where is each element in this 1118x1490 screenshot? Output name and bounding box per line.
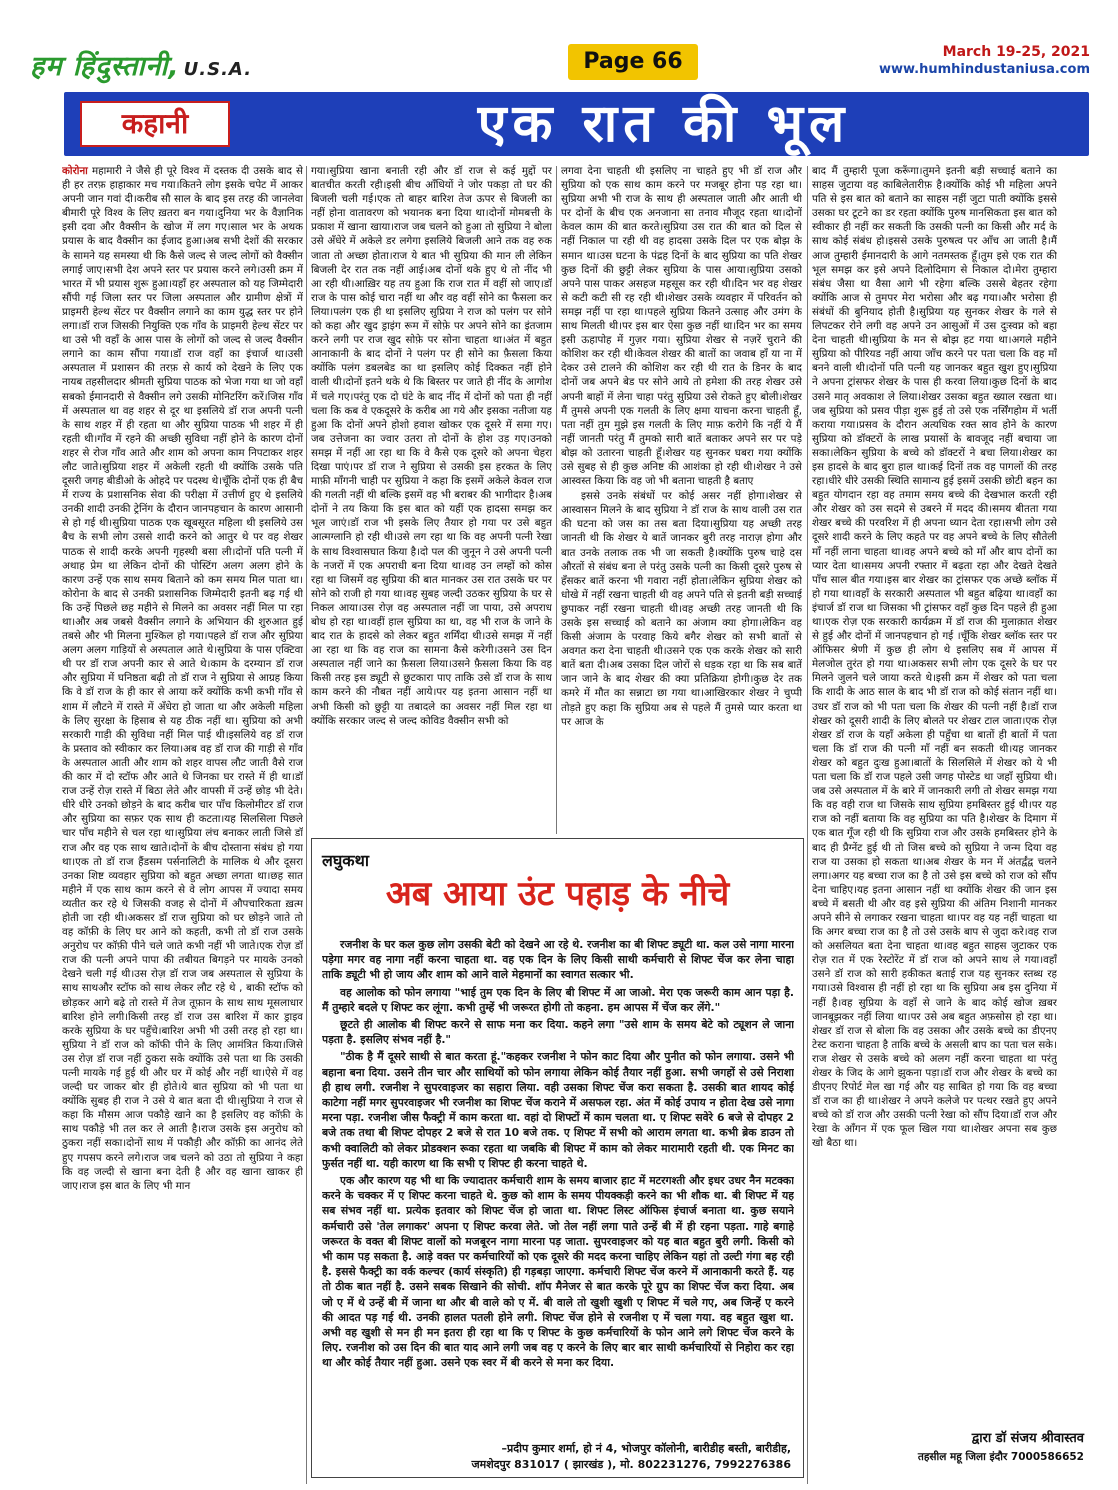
story-paragraph: इससे उनके संबंधों पर कोई असर नहीं होगा।शेखर से आस्वासन मिलने के बाद सुप्रिया ने डॉ राज के साथ वाली उस रात की घटना को जस का तस बता दिया।सुप्रिया यह अच्छी तरह जानती थी कि शेखर ये बातें जानकर बुरी तरह नाराज़ होगा और बात उनके तलाक तक भी जा सकती है।क्योंकि पुरुष चाहे दस औरतों से संबंध बना ले परंतु उसके पत्नी का किसी दूसरे पुरुष से हँसकर बातें करना भी गवारा नहीं होता।लेकिन सुप्रिया शेखर को धोखे में नहीं रखना चाहती थी वह अपने पति से इतनी बड़ी सच्चाई छुपाकर नहीं रखना चाहती थी।वह अच्छी तरह जानती थी कि उसके इस सच्चाई को बताने का अंजाम क्या होगा।लेकिन वह किसी अंजाम के परवाह किये बगैर शेखर को सभी बातों से अवगत करा देना चाहती थी।उसने एक एक करके शेखर को सारी बातें बता दी।अब उसका दिल जोरों से धड़क रहा था कि सब बातें जान जाने के बाद शेखर की क्या प्रतिक्रिया होगी।कुछ देर तक कमरे में मौत का सन्नाटा छा गया था।आखिरकार शेखर ने चुप्पी तोड़ते हुए कहा कि सुप्रिया अब से पहले मैं तुमसे प्यार करता था पर आज के (561, 490, 802, 728)
paper-name-text: हम हिंदुस्तानी, (30, 51, 180, 82)
short-story-paragraph: रजनीश के घर कल कुछ लोग उसकी बेटी को देखने आ रहे थे. रजनीश का बी शिफ्ट ड्यूटी था. कल उसे नागा मारना पड़ेगा मगर वह नागा नहीं करना चाहता था. वह एक दिन के लिए किसी साथी कर्मचारी से शिफ्ट चेंज कर लेना चाहा ताकि ड्यूटी भी हो जाय और शाम को आने वाले मेहमानों का स्वागत सत्कार भी. (322, 938, 794, 982)
page-number-badge: Page 66 (568, 44, 698, 80)
masthead (30, 44, 1090, 82)
column-divider (306, 166, 307, 1484)
short-story-author (321, 1441, 791, 1473)
website-link[interactable]: www.humhindustaniusa.com (878, 62, 1090, 77)
short-story-paragraph: एक और कारण यह भी था कि ज्यादातर कर्मचारी शाम के समय बाजार हाट में मटरगश्ती और इधर उधर नैन मटक्का करने के चक्कर में ए शिफ्ट करना चाहते थे. कुछ को शाम के समय पीयक्कड़ी करने का भी शौक था. बी शिफ्ट में यह सब संभव नहीं था. प्रत्येक इतवार को शिफ्ट चेंज हो जाता था. शिफ्ट लिस्ट ऑफिस इंचार्ज बनाता था. कुछ सयाने कर्मचारी उसे 'तेल लगाकर' अपना ए शिफ्ट करवा लेते. जो तेल नहीं लगा पाते उन्हें बी में ही रहना पड़ता. गाहे बगाहे जरूरत के वक्त बी शिफ्ट वालों को मजबूरन नागा मारना पड़ जाता. सुपरवाइजर को यह बात बहुत बुरी लगी. किसी को भी काम पड़ सकता है. आड़े वक्त पर कर्मचारियों को एक दूसरे की मदद करना चाहिए लेकिन यहां तो उल्टी गंगा बह रही है. इससे फैक्ट्री का वर्क कल्चर (कार्य संस्कृति) ही गड़बड़ा जाएगा. कर्मचारी शिफ्ट चेंज करने में आनाकानी करते हैं. यह तो ठीक बात नहीं है. उसने सबक सिखाने की सोची. शॉप मैनेजर से बात करके पूरे ग्रुप का शिफ्ट चेंज करा दिया. अब जो ए में थे उन्हें बी में जाना था और बी वाले को ए में. बी वाले तो खुशी खुशी ए शिफ्ट में चले गए, अब जिन्हें ए करने की आदत पड़ गई थी. उनकी हालत पतली होने लगी. शिफ्ट चेंज होने से रजनीश ए में चला गया. वह बहुत खुश था. अभी वह खुशी से मन ही मन इतरा ही रहा था कि ए शिफ्ट के कुछ कर्मचारियों के फोन आने लगे शिफ्ट चेंज करने के लिए. रजनीश को उस दिन की बात याद आने लगी जब वह ए करने के लिए बार बार साथी कर्मचारियों से निहोरा कर रहा था और कोई तैयार नहीं हुआ. उसने एक स्वर में बी करने से मना कर दिया. (322, 1174, 794, 1370)
story-paragraph (62, 164, 303, 1193)
story-column-3 (561, 164, 802, 832)
short-story-body (322, 937, 794, 1449)
story-paragraph: लगवा देना चाहती थी इसलिए ना चाहते हुए भी डॉ राज और सुप्रिया को एक साथ काम करने पर मजबूर होना पड़ रहा था। सुप्रिया अभी भी राज के साथ ही अस्पताल जाती और आती थी पर दोनों के बीच एक अनजाना सा तनाव मौजूद रहता था।दोनों केवल काम की बात करते।सुप्रिया उस रात की बात को दिल से नहीं निकाल पा रही थी वह हादसा उसके दिल पर एक बोझ के समान था।उस घटना के पंद्रह दिनों के बाद सुप्रिया का पति शेखर कुछ दिनों की छुट्टी लेकर सुप्रिया के पास आया।सुप्रिया उसको अपने पास पाकर असहज महसूस कर रही थी।दिन भर वह शेखर से कटी कटी सी रह रही थी।शेखर उसके व्यवहार में परिवर्तन को समझ नहीं पा रहा था।पहले सुप्रिया कितने उत्साह और उमंग के साथ मिलती थी।पर इस बार ऐसा कुछ नहीं था।दिन भर का समय इसी ऊहापोह में गुज़र गया। सुप्रिया शेखर से नज़रें चुराने की कोशिश कर रही थी।केवल शेखर की बातों का जवाब हाँ या ना में देकर उसे टालने की कोशिश कर रही थी रात के डिनर के बाद दोनों जब अपने बेड पर सोने आये तो हमेशा की तरह शेखर उसे अपनी बाहों में लेना चाहा परंतु सुप्रिया उसे रोकते हुए बोली।शेखर मैं तुमसे अपनी एक गलती के लिए क्षमा याचना करना चाहती हूँ, पता नहीं तुम मुझे इस गलती के लिए माफ़ करोगे कि नहीं ये मैं नहीं जानती परंतु मैं तुमको सारी बातें बताकर अपने सर पर पड़े बोझ को उतारना चाहती हूँ।शेखर यह सुनकर घबरा गया क्योंकि उसे सुबह से ही कुछ अनिष्ट की आशंका हो रही थी।शेखर ने उसे आस्वस्त किया कि वह जो भी बताना चाहती है बताए (561, 165, 802, 488)
column-divider (556, 166, 557, 834)
story-paragraph: बाद मैं तुम्हारी पूजा करूँगा।तुमने इतनी बड़ी सच्चाई बताने का साहस जुटाया वह काबिलेतारीफ़ है।क्योंकि कोई भी महिला अपने पति से इस बात को बताने का साहस नहीं जुटा पाती क्योंकि इससे उसका घर टूटने का डर रहता क्योंकि पुरुष मानसिकता इस बात को स्वीकार ही नहीं कर सकती कि उसकी पत्नी का किसी और मर्द के साथ कोई संबंध हो।इससे उसके पुरुषत्व पर आँच आ जाती है।मैं आज तुम्हारी ईमानदारी के आगे नतमस्तक हूँ।तुम इसे एक रात की भूल समझ कर इसे अपने दिलोदिमाग से निकाल दो।मेरा तुम्हारा संबंध जैसा था वैसा आगे भी रहेगा बल्कि उससे बेहतर रहेगा क्योंकि आज से तुमपर मेरा भरोसा और बढ़ गया।और भरोसा ही संबंधों की बुनियाद होती है।सुप्रिया यह सुनकर शेखर के गले से लिपटकर रोने लगी वह अपने उन आसुओं में उस दुःस्वप्न को बहा देना चाहती थी।सुप्रिया के मन से बोझ हट गया था।अगले महीने सुप्रिया को पीरियड नहीं आया जाँच करने पर पता चला कि वह माँ बनने वाली थी।दोनों पति पत्नी यह जानकर बहुत खुश हुए।सुप्रिया ने अपना ट्रांसफर शेखर के पास ही करवा लिया।कुछ दिनों के बाद उसने मातृ अवकाश ले लिया।शेखर उसका बहुत ख्याल रखता था।जब सुप्रिया को प्रसव पीड़ा शुरू हुई तो उसे एक नर्सिंगहोम में भर्ती कराया गया।प्रसव के दौरान अत्यधिक रक्त स्राव होने के कारण सुप्रिया को डॉक्टरों के लाख प्रयासों के बावजूद नहीं बचाया जा सका।लेकिन सुप्रिया के बच्चे को डॉक्टरों ने बचा लिया।शेखर का इस हादसे के बाद बुरा हाल था।कई दिनों तक वह पागलों की तरह रहा।धीरे धीरे उसकी स्थिति सामान्य हुई इसमें उसकी छोटी बहन का बहुत योगदान रहा वह तमाम समय बच्चे की देखभाल करती रही और शेखर को उस सदमे से उबरने में मदद की।समय बीतता गया शेखर बच्चे की परवरिश में ही अपना ध्यान देता रहा।सभी लोग उसे दूसरे शादी करने के लिए कहते पर वह अपने बच्चे के लिए सौतेली माँ नहीं लाना चाहता था।वह अपने बच्चे को माँ और बाप दोनों का प्यार देता था।समय अपनी रफ्तार में बढ़ता रहा और देखते देखते पाँच साल बीत गया।इस बार शेखर का ट्रांसफर एक अच्छे ब्लॉक में हो गया था।वहाँ के सरकारी अस्पताल भी बहुत बढ़िया था।वहाँ का इंचार्ज डॉ राज था जिसका भी ट्रांसफर वहाँ कुछ दिन पहले ही हुआ था।एक रोज़ एक सरकारी कार्यक्रम में डॉ राज की मुलाक़ात शेखर से हुई और दोनों में जानपहचान हो गई ।चूँकि शेखर ब्लॉक स्तर पर ऑफिसर श्रेणी में कुछ ही लोग थे इसलिए सब में आपस में मेलजोल तुरंत हो गया था।अकसर सभी लोग एक दूसरे के घर पर मिलने जुलने चले जाया करते थे।इसी क्रम में शेखर को पता चला कि शादी के आठ साल के बाद भी डॉ राज को कोई संतान नहीं था।उधर डॉ राज को भी पता चला कि शेखर की पत्नी नहीं है।डॉ राज शेखर को दूसरी शादी के लिए बोलते पर शेखर टाल जाता।एक रोज़ शेखर डॉ राज के यहाँ अकेला ही पहुँचा था बातों ही बातों में पता चला कि डॉ राज की पत्नी माँ नहीं बन सकती थी।यह जानकर शेखर को बहुत दुःख हुआ।बातों के सिलसिले में शेखर को ये भी पता चला कि डॉ राज पहले उसी जगह पोस्टेड था जहाँ सुप्रिया थी।जब उसे अस्पताल में के बारे में जानकारी लगी तो शेखर समझ गया कि वह वही राज था जिसके साथ सुप्रिया हमबिस्तर हुई थी।पर यह राज को नहीं बताया कि वह सुप्रिया का पति है।शेखर के दिमाग में एक बात गूँज रही थी कि सुप्रिया राज और उसके हमबिस्तर होने के बाद ही प्रैग्नेंट हुई थी तो जिस बच्चे को सुप्रिया ने जन्म दिया वह राज या उसका हो सकता था।अब शेखर के मन में अंतर्द्वंद्व चलने लगा।अगर यह बच्चा राज का है तो उसे इस बच्चे को राज को सौंप देना चाहिए।यह इतना आसान नहीं था क्योंकि शेखर की जान इस बच्चे में बसती थी और वह इसे सुप्रिया की अंतिम निशानी मानकर अपने सीने से लगाकर रखना चाहता था।पर वह यह नहीं चाहता था कि अगर बच्चा राज का है तो उसे उसके बाप से जुदा करे।वह राज को असलियत बता देना चाहता था।वह बहुत साहस जुटाकर एक रोज़ रात में एक रेस्टोरेंट में डॉ राज को अपने साथ ले गया।वहाँ उसने डॉ राज को सारी हकीकत बताई राज यह सुनकर स्तब्ध रह गया।उसे विश्वास ही नहीं हो रहा था कि सुप्रिया अब इस दुनिया में नहीं है।वह सुप्रिया के वहाँ से जाने के बाद कोई खोज ख़बर जानबूझकर नहीं लिया था।पर उसे अब बहुत अफ़सोस हो रहा था।शेखर डॉ राज से बोला कि वह उसका और उसके बच्चे का डीएनए टेस्ट कराना चाहता है ताकि बच्चे के असली बाप का पता चल सके।राज शेखर से उसके बच्चे को अलग नहीं करना चाहता था परंतु शेखर के जिद के आगे झुकना पड़ा।डॉ राज और शेखर के बच्चे का डीएनए रिपोर्ट मेल खा गई और यह साबित हो गया कि वह बच्चा डॉ राज का ही था।शेखर ने अपने कलेजे पर पत्थर रखते हुए अपने बच्चे को डॉ राज और उसकी पत्नी रेखा को सौंप दिया।डॉ राज और रेखा के आँगन में एक फूल खिल गया था।शेखर अपना सब कुछ खो बैठा था। (812, 165, 1057, 1150)
story-paragraph: गया।सुप्रिया खाना बनाती रही और डॉ राज से कई मुद्दों पर बातचीत करती रही।इसी बीच आँधियों ने जोर पकड़ा तो घर की बिजली चली गई।एक तो बाहर बारिश तेज ऊपर से बिजली का नहीं होना वातावरण को भयानक बना दिया था।दोनों मोमबत्ती के प्रकाश में खाना खाया।राज जब चलने को हुआ तो सुप्रिया ने बोला उसे अँधेरे में अकेले डर लगेगा इसलिये बिजली आने तक वह रुक जाता तो अच्छा होता।राज ये बात भी सुप्रिया की मान ली लेकिन बिजली देर रात तक नहीं आई।अब दोनों थके हुए थे तो नींद भी आ रही थी।आख़िर यह तय हुआ कि राज रात में वहीं सो जाए।डॉ राज के पास कोई चारा नहीं था और वह वहीं सोने का फैसला कर लिया।पलंग एक ही था इसलिए सुप्रिया ने राज को पलंग पर सोने को कहा और खुद ड्राइंग रूम में सोफ़े पर अपने सोने का इंतजाम करने लगी पर राज खुद सोफ़े पर सोना चाहता था।अंत में बहुत आनाकानी के बाद दोनों ने पलंग पर ही सोने का फ़ैसला किया क्योंकि पलंग डबलबेड का था इसलिए कोई दिक्कत नहीं होने वाली थी।दोनों इतने थके थे कि बिस्तर पर जाते ही नींद के आगोश में चले गए।परंतु एक दो घंटे के बाद नींद में दोनों को पता ही नहीं चला कि कब वे एकदूसरे के करीब आ गये और इसका नतीजा यह हुआ कि दोनों अपने होशो हवाश खोकर एक दूसरे में समा गए।जब उत्तेजना का ज्वार उतरा तो दोनों के होश उड़ गए।उनको समझ में नहीं आ रहा था कि वे कैसे एक दूसरे को अपना चेहरा दिखा पाएं।पर डॉ राज ने सुप्रिया से उसकी इस हरकत के लिए माफ़ी माँगनी चाही पर सुप्रिया ने कहा कि इसमें अकेले केवल राज की गलती नहीं थी बल्कि इसमें वह भी बराबर की भागीदार है।अब दोनों ने तय किया कि इस बात को यहीं एक हादसा समझ कर भूल जाएं।डॉ राज भी इसके लिए तैयार हो गया पर उसे बहुत आत्मग्लानि हो रही थी।उसे लग रहा था कि वह अपनी पत्नी रेखा के साथ विश्वासघात किया है।दो पल की जुनून ने उसे अपनी पत्नी के नजरों में एक अपराधी बना दिया था।वह उन लम्हों को कोस रहा था जिसमें वह सुप्रिया की बात मानकर उस रात उसके घर पर सोने को राजी हो गया था।वह सुबह जल्दी उठकर सुप्रिया के घर से निकल आया।उस रोज़ वह अस्पताल नहीं जा पाया, उसे अपराध बोध हो रहा था।वहीं हाल सुप्रिया का था, वह भी राज के जाने के बाद रात के हादसे को लेकर बहुत शर्मिंदा थी।उसे समझ में नहीं आ रहा था कि वह राज का सामना कैसे करेगी।उसने उस दिन अस्पताल नहीं जाने का फ़ैसला लिया।उसने फ़ैसला किया कि वह किसी तरह इस ड्यूटी से छुटकारा पाए ताकि उसे डॉ राज के साथ काम करने की नौबत नहीं आये।पर यह इतना आसान नहीं था अभी किसी को छुट्टी या तबादले का अवसर नहीं मिल रहा था क्योंकि सरकार जल्द से जल्द कोविड वैक्सीन सभी को (311, 165, 552, 727)
short-story-label: लघुकथा (322, 851, 369, 870)
author-line: जमशेदपुर 831017 ( झारखंड ), मो. 802231276, 7992276386 (471, 1458, 791, 1471)
category-label: कहानी (80, 101, 230, 147)
author-line: –प्रदीप कुमार शर्मा, हो नं 4, भोजपुर कॉलोनी, बारीडीह बस्ती, बारीडीह, (501, 1442, 791, 1455)
byline-author: द्वारा डॉ संजय श्रीवास्तव (971, 1431, 1084, 1446)
lead-word: कोरोना (62, 165, 88, 177)
story-column-4 (812, 164, 1057, 1394)
column-divider (807, 166, 808, 1484)
paper-name (30, 46, 252, 83)
paper-name-suffix: U.S.A. (183, 59, 253, 80)
short-story-box (311, 838, 804, 1478)
story-paragraph-text: महामारी ने जैसे ही पूरे विश्व में दस्तक दी उसके बाद से ही हर तरफ़ हाहाकार मच गया।कितने लोग इसके चपेट में आकर अपनी जान गवां दी।करीब सौ साल के बाद इस तरह की जानलेवा बीमारी पूरे विश्व के लिए ख़तरा बन गया।दुनिया भर के वैज्ञानिक इसी दवा और वैक्सीन के खोज में लग गए।साल भर के अथक प्रयास के बाद वैक्सीन का ईजाद हुआ।अब सभी देशों की सरकार के सामने यह समस्या थी कि कैसे जल्द से जल्द लोगों को वैक्सीन लगाई जाए।सभी देश अपने स्तर पर प्रयास करने लगे।उसी क्रम में भारत में भी प्रयास शुरू हुआ।यहाँ हर अस्पताल को यह जिम्मेदारी सौंपी गई जिला स्तर पर जिला अस्पताल और ग्रामीण क्षेत्रों में प्राइमरी हेल्थ सेंटर पर वैक्सीन लगाने का काम युद्ध स्तर पर होने लगा।डॉ राज जिसकी नियुक्ति एक गाँव के प्राइमरी हेल्थ सेंटर पर था उसे भी वहाँ के आस पास के लोगों को जल्द से जल्द वैक्सीन लगाने का काम सौंपा गया।डॉ राज वहाँ का इंचार्ज था।उसी अस्पताल में प्रशासन की तरफ़ से कार्य को देखने के लिए एक नायब तहसीलदार श्रीमती सुप्रिया पाठक को भेजा गया था जो वहाँ सबको ईमानदारी से वैक्सीन लगे उसकी मोनिटरिंग करें।जिस गाँव में अस्पताल था वह शहर से दूर था इसलिये डॉ राज अपनी पत्नी के साथ शहर में ही रहता था और सुप्रिया पाठक भी शहर में ही रहती थी।गाँव में रहने की अच्छी सुविधा नहीं होने के कारण दोनों शहर से रोज गाँव आते और शाम को अपना काम निपटाकर शहर लौट जाते।सुप्रिया शहर में अकेली रहती थी क्योंकि उसके पति दूसरी जगह बीडीओ के ओहदे पर पदस्थ थे।चूँकि दोनों एक ही बैच में राज्य के प्रशासनिक सेवा की परीक्षा में उत्तीर्ण हुए थे इसलिये उनकी शादी उनकी ट्रेनिंग के दौरान जानपहचान के कारण आसानी से हो गई थी।सुप्रिया पाठक एक खूबसूरत महिला थी इसलिये उस बैच के सभी लोग उससे शादी करने को आतुर थे पर वह शेखर पाठक से शादी करके अपनी गृहस्थी बसा ली।दोनों पति पत्नी में अथाह प्रेम था लेकिन दोनों की पोस्टिंग अलग अलग होने के कारण उन्हें एक साथ समय बिताने को कम समय मिल पाता था।कोरोना के बाद से उनकी प्रशासनिक जिम्मेदारी इतनी बढ़ गई थी कि उन्हें पिछले छह महीने से मिलने का अवसर नहीं मिल पा रहा था।और अब जबसे वैक्सीन लगाने के अभियान की शुरुआत हुई तबसे और भी मिलना मुश्किल हो गया।पहले डॉ राज और सुप्रिया अलग अलग गाड़ियों से अस्पताल आते थे।सुप्रिया के पास एक्टिवा थी पर डॉ राज अपनी कार से आते थे।काम के दरम्यान डॉ राज और सुप्रिया में घनिष्ठता बढ़ी तो डॉ राज ने सुप्रिया से आग्रह किया कि वे डॉ राज के ही कार से आया करें क्योंकि कभी कभी गाँव से शाम में लौटने में रास्ते में अँधेरा हो जाता था और अकेली महिला के लिए सुरक्षा के हिसाब से यह ठीक नहीं था। सुप्रिया को अभी सरकारी गाड़ी की सुविधा नहीं मिल पाई थी।इसलिये वह डॉ राज के प्रस्ताव को स्वीकार कर लिया।अब वह डॉ राज की गाड़ी से गाँव के अस्पताल आती और शाम को शहर वापस लौट जाती वैसे राज की कार में दो स्टॉफ और आते थे जिनका घर रास्ते में ही था।डॉ राज उन्हें रोज़ रास्ते में बिठा लेते और वापसी में उन्हें छोड़ भी देते।धीरे धीरे उनको छोड़ने के बाद करीब चार पाँच किलोमीटर डॉ राज और सुप्रिया का सफ़र एक साथ ही कटता।यह सिलसिला पिछले चार पाँच महीने से चल रहा था।सुप्रिया लंच बनाकर लाती जिसे डॉ राज और वह एक साथ खाते।दोनों के बीच दोस्ताना संबंध हो गया था।एक तो डॉ राज हैंडसम पर्सनालिटी के मालिक थे और दूसरा उनका शिष्ट व्यवहार सुप्रिया को बहुत अच्छा लगता था।छह सात महीने में एक साथ काम करने से वे लोग आपस में ज्यादा समय व्यतीत कर रहे थे जिसकी वजह से दोनों में औपचारिकता ख़त्म होती जा रही थी।अकसर डॉ राज सुप्रिया को घर छोड़ने जाते तो वह कॉफ़ी के लिए घर आने को कहती, कभी तो डॉ राज उसके अनुरोध पर कॉफ़ी पीने चले जाते कभी नहीं भी जाते।एक रोज़ डॉ राज की पत्नी अपने पापा की तबीयत बिगड़ने पर मायके उनको देखने चली गई थी।उस रोज़ डॉ राज जब अस्पताल से सुप्रिया के साथ साथऔर स्टॉफ को साथ लेकर लौट रहे थे , बाकी स्टॉफ को छोड़कर आगे बढ़े तो रास्ते में तेज तूफ़ान के साथ साथ मूसलाधार बारिश होने लगी।किसी तरह डॉ राज उस बारिश में कार ड्राइव करके सुप्रिया के घर पहुँचे।बारिश अभी भी उसी तरह हो रहा था।सुप्रिया ने डॉ राज को कॉफी पीने के लिए आमंत्रित किया।जिसे उस रोज़ डॉ राज नहीं ठुकरा सके क्योंकि उसे पता था कि उसकी पत्नी मायके गई हुई थी और घर में कोई और नहीं था।ऐसे में वह जल्दी घर जाकर बोर ही होते।ये बात सुप्रिया को भी पता था क्योंकि सुबह ही राज ने उसे ये बात बता दी थी।सुप्रिया ने राज से कहा कि मौसम आज पकौड़े खाने का है इसलिए वह कॉफ़ी के साथ पकौड़े भी तल कर ले आती है।राज उसके इस अनुरोध को ठुकरा नहीं सका।दोनों साथ में पकौड़ी और कॉफ़ी का आनंद लेते हुए गपसप करने लगे।राज जब चलने को उठा तो सुप्रिया ने कहा कि वह जल्दी से खाना बना देती है और वह खाना खाकर ही जाए।राज इस बात के लिए भी मान (62, 165, 303, 1192)
short-story-title: अब आया उंट पहाड़ के नीचे (385, 874, 730, 914)
title-banner (64, 92, 1089, 156)
issue-date: March 19-25, 2021 (942, 44, 1090, 60)
story-headline: एक रात की भूल (477, 94, 851, 154)
short-story-paragraph: "ठीक है मैं दूसरे साथी से बात करता हूं."कहकर रजनीश ने फोन काट दिया और पुनीत को फोन लगाया. उसने भी बहाना बना दिया. उसने तीन चार और साथियों को फोन लगाया लेकिन कोई तैयार नहीं हुआ. सभी जगहों से उसे निराशा ही हाथ लगी. रजनीश ने सुपरवाइजर का सहारा लिया. वही उसका शिफ्ट चेंज करा सकता है. उसकी बात शायद कोई काटेगा नहीं मगर सुपरवाइजर भी रजनीश का शिफ्ट चेंज कराने में असफल रहा. अंत में कोई उपाय न होता देख उसे नागा मरना पड़ा. रजनीश जीस फैक्ट्री में काम करता था. वहां दो शिफ्टों में काम चलता था. ए शिफ्ट सवेरे 6 बजे से दोपहर 2 बजे तक तथा बी शिफ्ट दोपहर 2 बजे से रात 10 बजे तक. ए शिफ्ट में सभी को आराम लगता था. कभी ब्रेक डाउन तो कभी क्वालिटी को लेकर प्रोडक्शन रूका रहता था जबकि बी शिफ्ट में काम को लेकर मारामारी रहती थी. एक मिनट का फुर्सत नहीं था. यही कारण था कि सभी ए शिफ्ट ही करना चाहते थे. (322, 1050, 794, 1170)
short-story-paragraph: छूटते ही आलोक बी शिफ्ट करने से साफ मना कर दिया. कहने लगा "उसे शाम के समय बेटे को ट्यूशन ले जाना पड़ता है. इसलिए संभव नहीं है." (322, 1018, 794, 1047)
story-column-2 (311, 164, 552, 832)
story-byline (834, 1428, 1084, 1464)
story-column-1 (62, 164, 303, 1484)
byline-address: तहसील महू जिला इंदौर 7000586652 (917, 1451, 1084, 1463)
short-story-paragraph: वह आलोक को फोन लगाया "भाई तुम एक दिन के लिए बी शिफ्ट में आ जाओ. मेरा एक जरूरी काम आन पड़ा है. मैं तुम्हारे बदले ए शिफ्ट कर लूंगा. कभी तुम्हें भी जरूरत होगी तो कहना. हम आपस में चेंज कर लेंगे." (322, 985, 794, 1014)
